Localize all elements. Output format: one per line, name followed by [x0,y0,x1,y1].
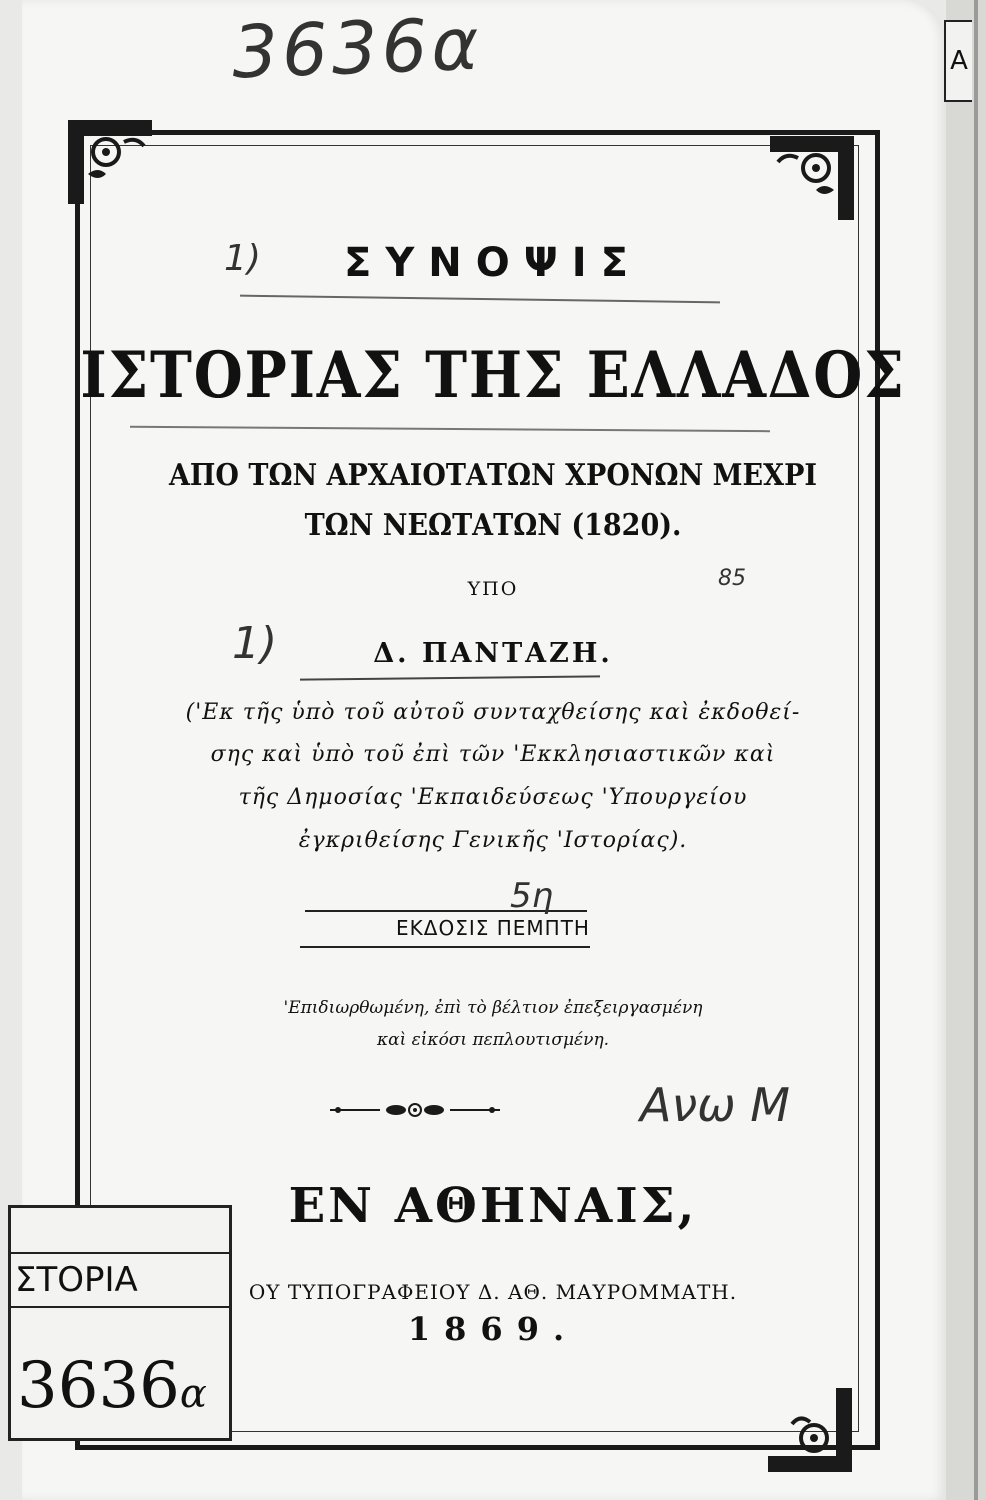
edition-statement: ΕΚΔΟΣΙΣ ΠΕΜΠΤΗ [396,916,590,940]
imprint-place: ΕΝ ΑΘΗΝΑΙΣ, [288,1178,698,1234]
subtitle-line-1: ΑΠΟ ΤΩΝ ΑΡΧΑΙΟΤΑΤΩΝ ΧΡΟΝΩΝ ΜΕΧΡΙ [168,458,818,493]
handwritten-accession-number: 3636α [230,1,485,95]
imprint-year: 1869. [407,1310,579,1348]
handwritten-mark-title: 1) [224,238,261,279]
corner-ornament-icon [762,128,862,228]
parenthetical-line: σης καὶ ὑπὸ τοῦ ἐπὶ τῶν 'Εκκλησιαστικῶν καὶ [210,742,776,767]
library-label-number-digits: 3636 [17,1349,180,1423]
handwritten-edition-correction: 5η [510,876,554,916]
byline-by: ΥΠΟ [467,578,519,600]
library-label-suffix: α [179,1371,207,1417]
imprint-printer: ΟΥ ΤΥΠΟΓΡΑΦΕΙΟΥ Δ. ΑΘ. ΜΑΥΡΟΜΜΑΤΗ. [248,1280,738,1304]
parenthetical-line: ἐγκριθείσης Γενικῆς 'Ιστορίας). [298,828,688,853]
title-line-1: ΣΥΝΟΨΙΣ [344,240,642,286]
library-label-subject: ΣΤΟΡΙΑ [11,1252,229,1308]
corner-ornament-icon [60,112,160,212]
author-name: Δ. ΠΑΝΤΑΖΗ. [373,638,613,669]
edition-rule-bottom [300,946,590,948]
corrections-line: καὶ εἰκόσι πεπλουτισμένη. [376,1030,610,1050]
library-label-number [11,1326,229,1434]
subtitle-line-2: ΤΩΝ ΝΕΩΤΑΤΩΝ (1820). [304,508,682,543]
corner-ornament-icon [760,1380,860,1480]
library-shelf-label [8,1205,232,1441]
handwritten-mark-author: 1) [232,618,278,669]
parenthetical-line: ('Εκ τῆς ὑπὸ τοῦ αὐτοῦ συνταχθείσης καὶ ἐκδοθεί- [185,700,801,725]
title-line-2: ΙΣΤΟΡΙΑΣ ΤΗΣ ΕΛΛΑΔΟΣ [80,338,906,413]
vignette-ornament-icon [330,1098,500,1122]
handwritten-signature: Ανω Μ [640,1078,790,1132]
corrections-line: 'Επιδιωρθωμένη, ἐπὶ τὸ βέλτιον ἐπεξειργασμένη [283,998,703,1018]
spine-label: A [944,20,972,102]
handwritten-note-number: 85 [718,566,746,591]
parenthetical-line: τῆς Δημοσίας 'Εκπαιδεύσεως 'Υπουργείου [238,785,748,810]
